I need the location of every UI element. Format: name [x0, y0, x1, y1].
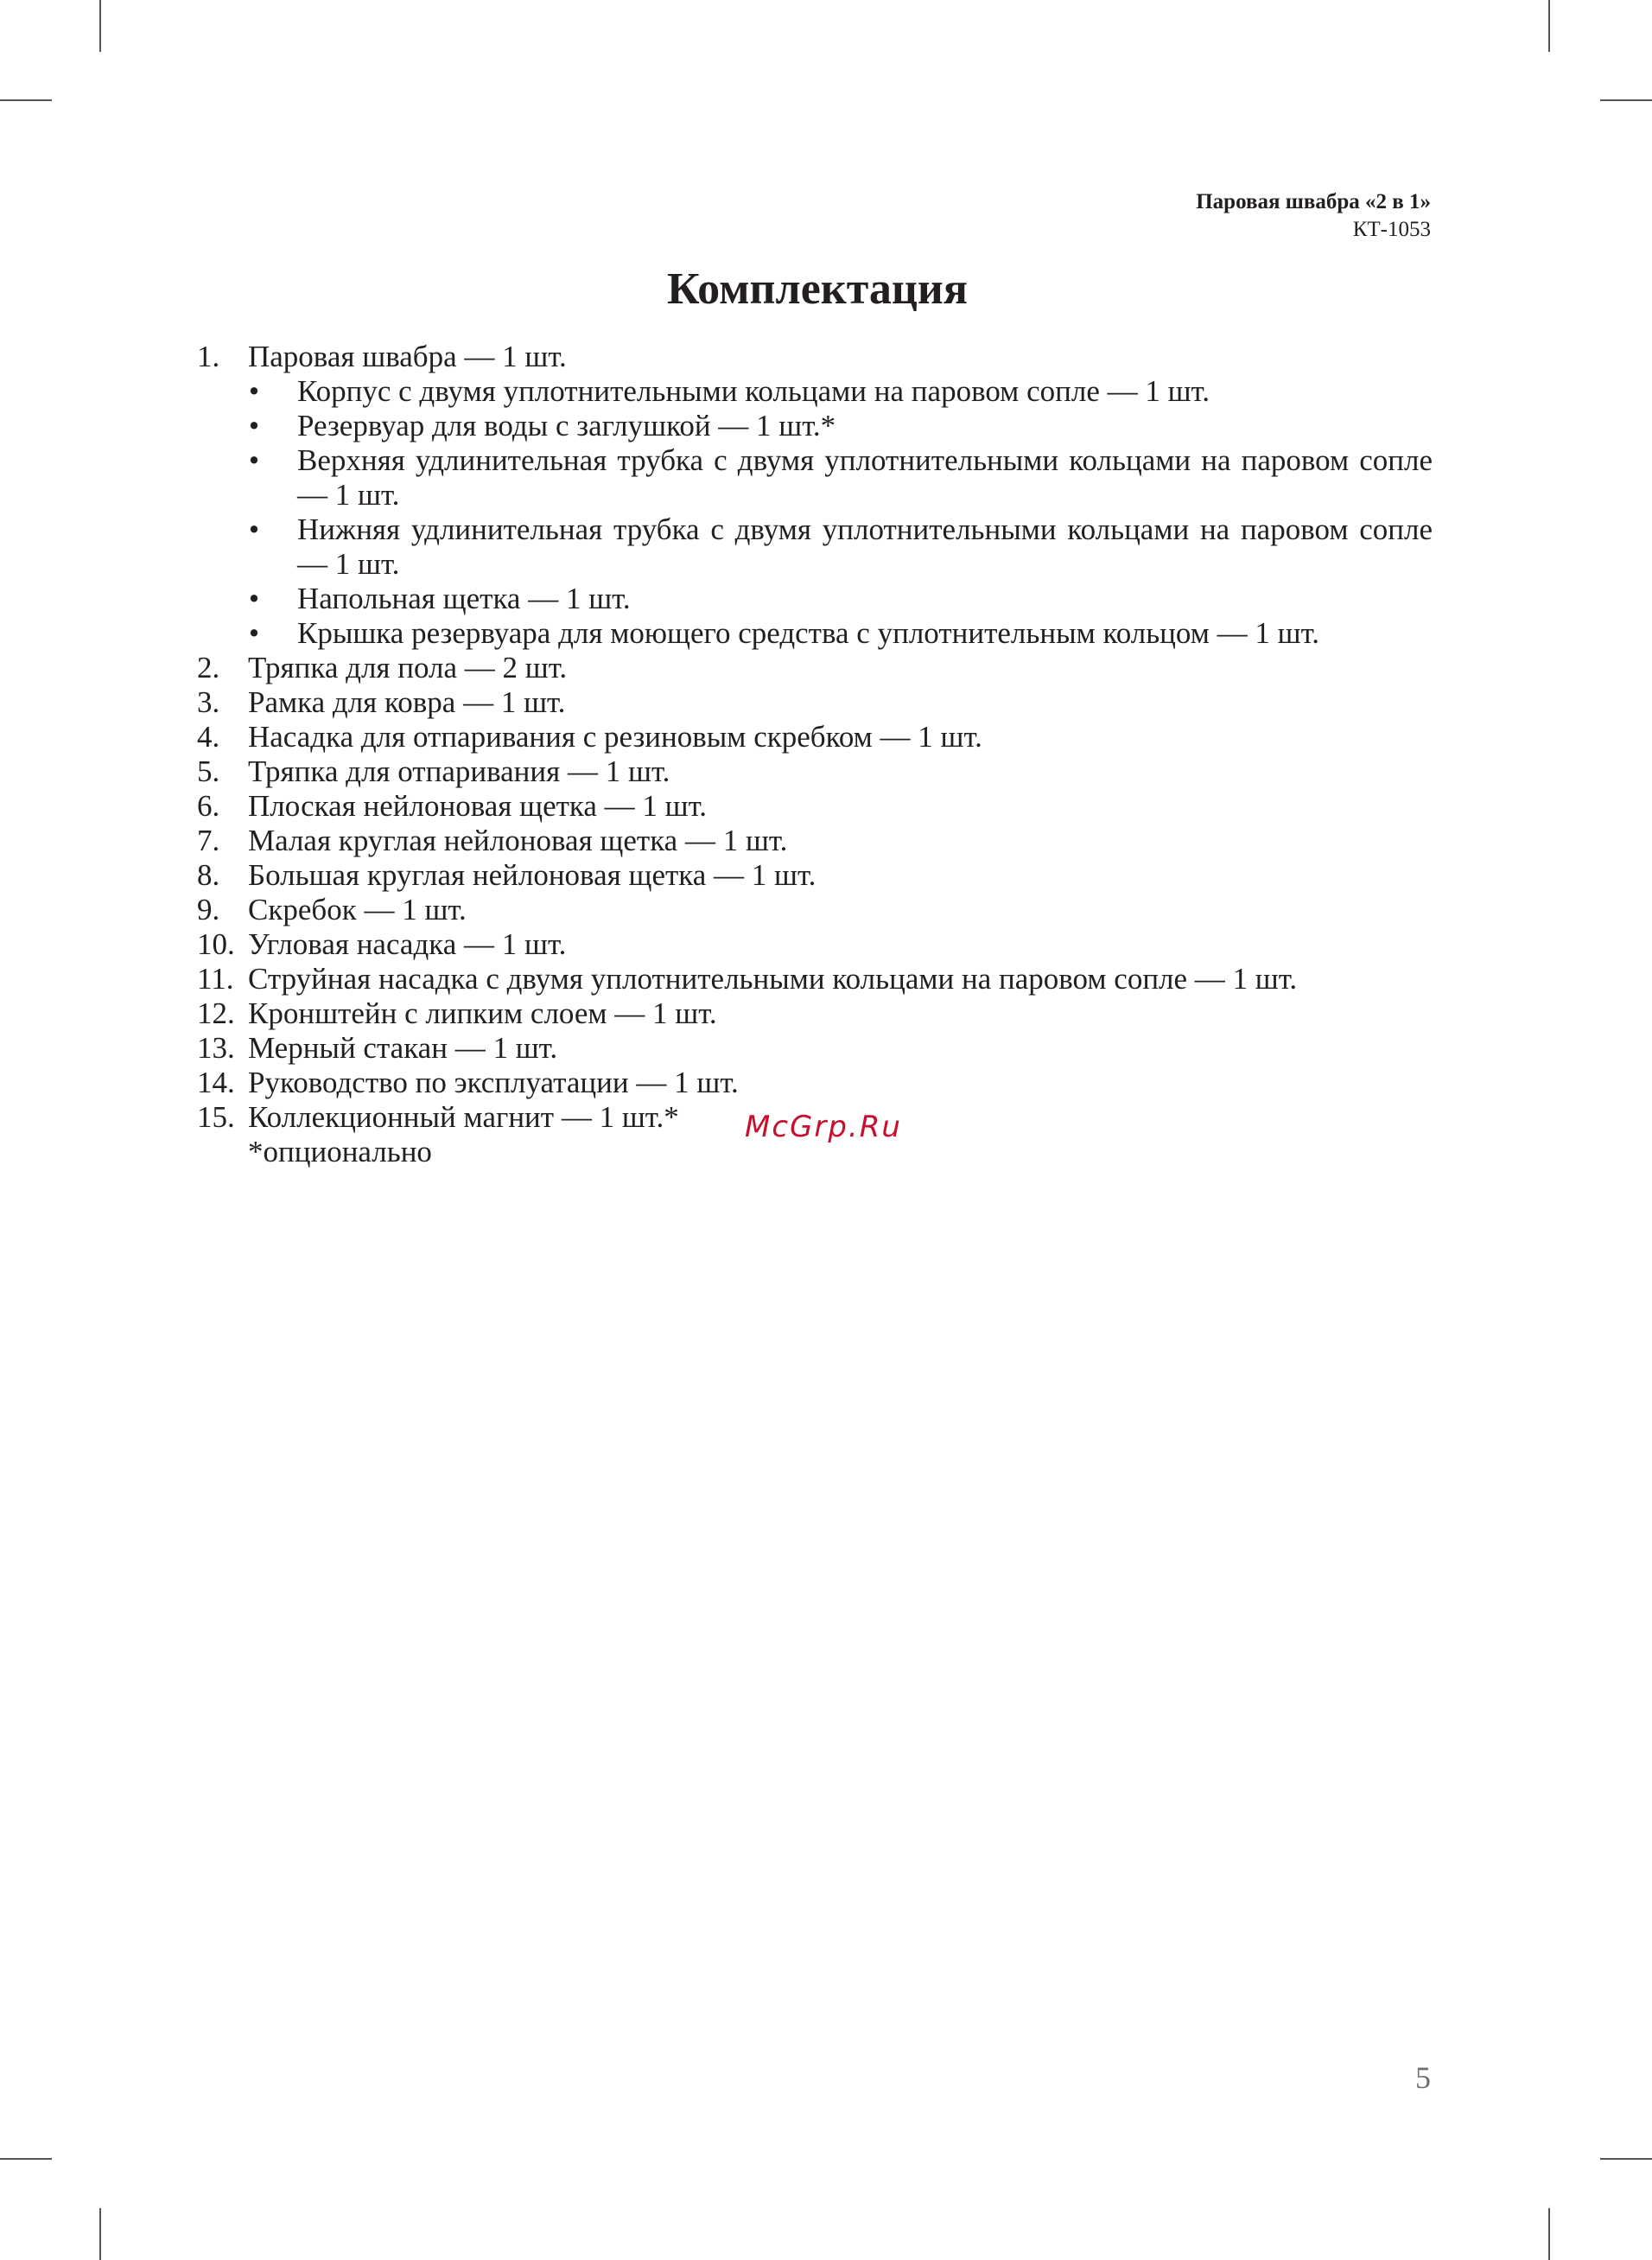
item-number: 14. [197, 1066, 235, 1099]
item-number: 7. [197, 824, 220, 857]
sub-item-text: Нижняя удлинительная трубка с двумя уплотнительными кольцами на паровом сопле — 1 шт. [297, 512, 1433, 581]
item-text: Тряпка для пола — 2 шт. [248, 651, 568, 684]
sub-list-item [197, 582, 1433, 616]
item-text: Рамка для ковра — 1 шт. [248, 685, 566, 719]
item-number: 4. [197, 720, 220, 754]
item-number: 12. [197, 996, 235, 1030]
watermark: McGrp.Ru [745, 1110, 902, 1144]
crop-mark-top-right [1548, 0, 1550, 52]
item-text: Мерный стакан — 1 шт. [248, 1031, 558, 1065]
item-text: Тряпка для отпаривания — 1 шт. [248, 754, 670, 788]
contents-list [197, 340, 1433, 1169]
crop-mark-right-top [1600, 99, 1652, 101]
bullet-icon: • [248, 443, 260, 477]
bullet-icon: • [248, 582, 260, 615]
item-text: Угловая насадка — 1 шт. [248, 927, 567, 961]
bullet-icon: • [248, 374, 260, 408]
item-number: 6. [197, 789, 220, 823]
item-text: Большая круглая нейлоновая щетка — 1 шт. [248, 858, 816, 892]
bullet-icon: • [248, 512, 260, 546]
item-text: Паровая швабра — 1 шт. [248, 340, 567, 373]
item-text: Насадка для отпаривания с резиновым скребком — 1 шт. [248, 720, 982, 754]
list-item [197, 1066, 1433, 1100]
sub-list-item [197, 443, 1433, 512]
sub-item-text: Крышка резервуара для моющего средства с уплотнительным кольцом — 1 шт. [297, 616, 1320, 650]
list-item [197, 754, 1433, 789]
sub-list-item [197, 374, 1433, 409]
running-header [1196, 188, 1431, 244]
sub-list-item [197, 616, 1433, 651]
sub-list-item [197, 409, 1433, 443]
list-item [197, 996, 1433, 1031]
item-number: 9. [197, 893, 220, 926]
item-text: Струйная насадка с двумя уплотнительными кольцами на паровом сопле — 1 шт. [248, 962, 1298, 996]
list-item [197, 893, 1433, 927]
item-number: 15. [197, 1100, 235, 1134]
item-number: 11. [197, 962, 234, 996]
list-item [197, 720, 1433, 754]
page-number: 5 [1415, 2060, 1431, 2095]
header-model: КТ-1053 [1352, 218, 1431, 241]
crop-mark-left-bottom [0, 2158, 52, 2160]
item-text: Скребок — 1 шт. [248, 893, 467, 926]
list-item [197, 824, 1433, 858]
list-item [197, 927, 1433, 962]
list-item [197, 962, 1433, 996]
item-number: 10. [197, 927, 235, 961]
item-text: Руководство по эксплуатации — 1 шт. [248, 1066, 739, 1099]
bullet-icon: • [248, 616, 260, 650]
item-text: Кронштейн с липким слоем — 1 шт. [248, 996, 717, 1030]
crop-mark-top-left [99, 0, 101, 52]
sub-item-text: Корпус с двумя уплотнительными кольцами на паровом сопле — 1 шт. [297, 374, 1210, 408]
header-product: Паровая швабра «2 в 1» [1196, 190, 1431, 213]
list-item [197, 651, 1433, 685]
list-item [197, 789, 1433, 824]
item-text: Плоская нейлоновая щетка — 1 шт. [248, 789, 708, 823]
crop-mark-left-top [0, 99, 52, 101]
crop-mark-bottom-left [99, 2208, 101, 2260]
item-text: Малая круглая нейлоновая щетка — 1 шт. [248, 824, 788, 857]
sub-list-item [197, 512, 1433, 582]
list-item [197, 340, 1433, 374]
sub-item-text: Напольная щетка — 1 шт. [297, 582, 631, 615]
item-number: 8. [197, 858, 220, 892]
bullet-icon: • [248, 409, 260, 442]
footnote: *опционально [248, 1135, 432, 1168]
crop-mark-bottom-right [1548, 2208, 1550, 2260]
sub-item-text: Резервуар для воды с заглушкой — 1 шт.* [297, 409, 836, 442]
page-title: Комплектация [667, 264, 968, 314]
item-number: 3. [197, 685, 220, 719]
sub-item-text: Верхняя удлинительная трубка с двумя уплотнительными кольцами на паровом сопле — 1 шт. [297, 443, 1433, 512]
list-item [197, 858, 1433, 893]
list-item [197, 1031, 1433, 1066]
item-text: Коллекционный магнит — 1 шт.* [248, 1100, 679, 1134]
crop-mark-right-bottom [1600, 2158, 1652, 2160]
item-number: 2. [197, 651, 220, 684]
list-item [197, 685, 1433, 720]
item-number: 13. [197, 1031, 235, 1065]
item-number: 1. [197, 340, 220, 373]
item-number: 5. [197, 754, 220, 788]
